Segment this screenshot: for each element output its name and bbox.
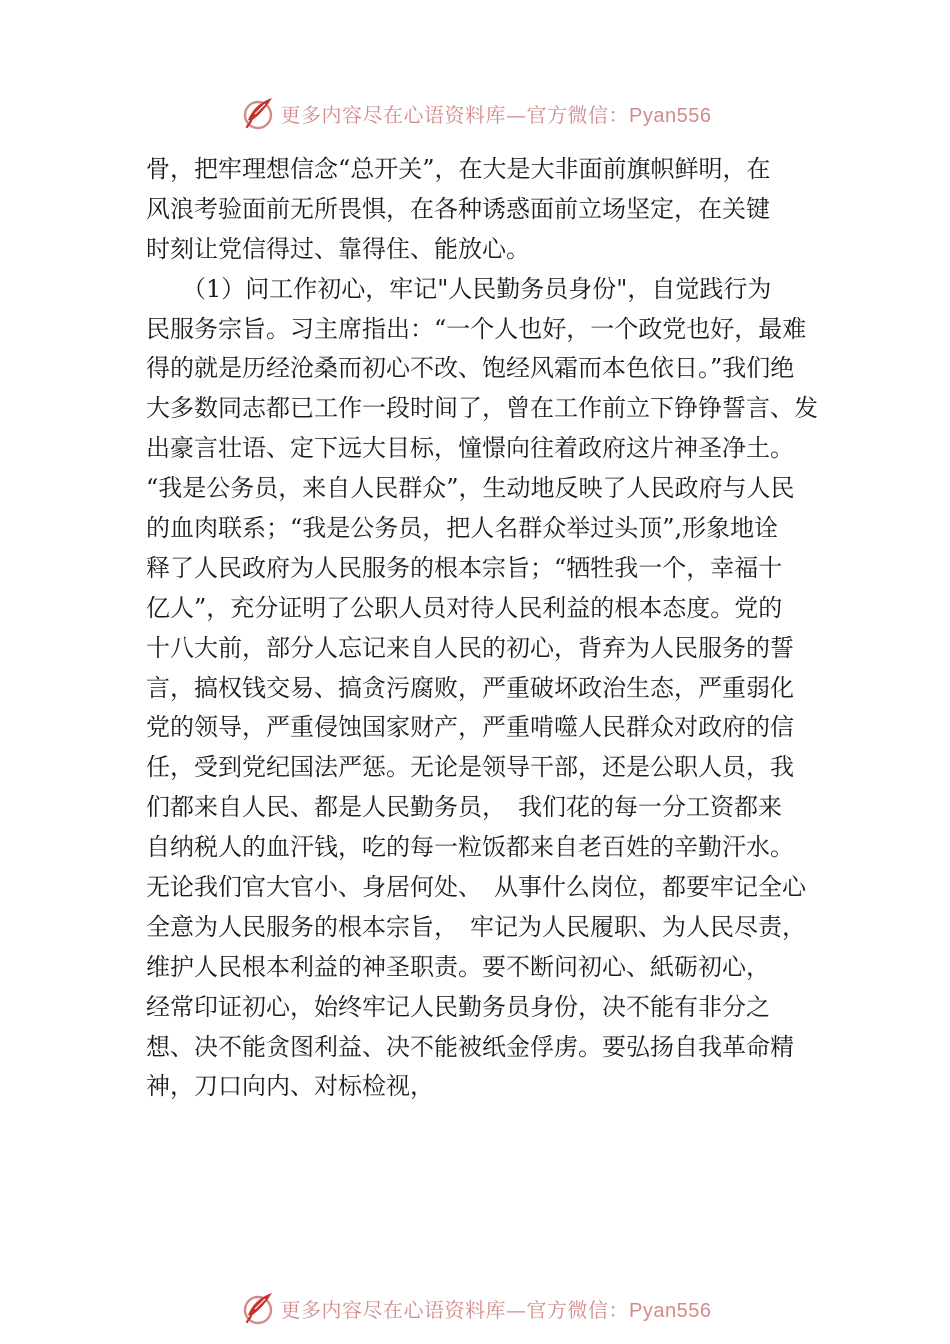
text-line: 十八大前，部分人忘记来自人民的初心，背弃为人民服务的誓 bbox=[146, 633, 794, 662]
text-line: 言，搞权钱交易、搞贪污腐败，严重破坏政治生态，严重弱化 bbox=[146, 673, 794, 702]
text-line: 想、决不能贪图利益、决不能被纸金俘虏。要弘扬自我革命精 bbox=[146, 1032, 794, 1061]
text-line: 经常印证初心，始终牢记人民勤务员身份，决不能有非分之 bbox=[146, 992, 770, 1021]
text-line: 神，刀口向内、对标检视， bbox=[146, 1072, 434, 1101]
text-line: “我是公务员，来自人民群众”，生动地反映了人民政府与人民 bbox=[146, 474, 795, 503]
text-line: 释了人民政府为人民服务的根本宗旨；“牺牲我一个，幸福十 bbox=[146, 553, 783, 582]
footer-banner-text bbox=[281, 1294, 712, 1323]
quill-seal-icon bbox=[239, 94, 277, 132]
text-line: 们都来自人民、都是人民勤务员， 我们花的每一分工资都来 bbox=[146, 793, 782, 822]
quill-seal-icon bbox=[239, 1289, 277, 1327]
header-banner-text bbox=[281, 99, 712, 128]
text-line: 党的领导，严重侵蚀国家财产，严重啃噬人民群众对政府的信 bbox=[146, 713, 794, 742]
footer-banner bbox=[0, 1288, 950, 1328]
text-line: 任，受到党纪国法严惩。无论是领导干部，还是公职人员，我 bbox=[146, 753, 794, 782]
header-banner bbox=[0, 93, 950, 133]
header-banner-label: 更多内容尽在心语资料库—官方微信： bbox=[280, 102, 630, 127]
text-line: 全意为人民服务的根本宗旨， 牢记为人民履职、为人民尽责， bbox=[146, 912, 806, 941]
header-banner-wechat-id: Pyan556 bbox=[629, 104, 712, 127]
text-line: 无论我们官大官小、身居何处、 从事什么岗位，都要牢记全心 bbox=[146, 873, 806, 902]
footer-banner-wechat-id: Pyan556 bbox=[629, 1299, 712, 1322]
text-line: （1）问工作初心，牢记"人民勤务员身份"，自觉践行为 bbox=[146, 274, 772, 303]
footer-banner-label: 更多内容尽在心语资料库—官方微信： bbox=[280, 1297, 630, 1322]
text-line: 时刻让党信得过、靠得住、能放心。 bbox=[146, 234, 530, 263]
text-line: 维护人民根本利益的神圣职责。要不断问初心、紙砺初心， bbox=[146, 952, 770, 981]
text-line: 大多数同志都已工作一段时间了，曾在工作前立下铮铮誓言、发 bbox=[146, 394, 818, 423]
text-line: 民服务宗旨。习主席指出：“一个人也好，一个政党也好，最难 bbox=[146, 314, 807, 343]
text-line: 亿人”，充分证明了公职人员对待人民利益的根本态度。党的 bbox=[146, 593, 783, 622]
document-body bbox=[146, 150, 818, 1107]
text-line: 风浪考验面前无所畏惧，在各种诱惑面前立场坚定，在关键 bbox=[146, 194, 770, 223]
text-line: 骨，把牢理想信念“总开关”，在大是大非面前旗帜鲜明，在 bbox=[146, 155, 771, 183]
text-line: 的血肉联系；“我是公务员，把人名群众举过头顶”,形象地诠 bbox=[146, 514, 779, 543]
text-line: 自纳税人的血汗钱，吃的每一粒饭都来自老百姓的辛勤汗水。 bbox=[146, 833, 794, 862]
text-line: 得的就是历经沧桑而初心不改、饱经风霜而本色依日。”我们绝 bbox=[146, 354, 795, 383]
text-line: 出豪言壮语、定下远大目标，憧憬向往着政府这片神圣净土。 bbox=[146, 434, 794, 463]
